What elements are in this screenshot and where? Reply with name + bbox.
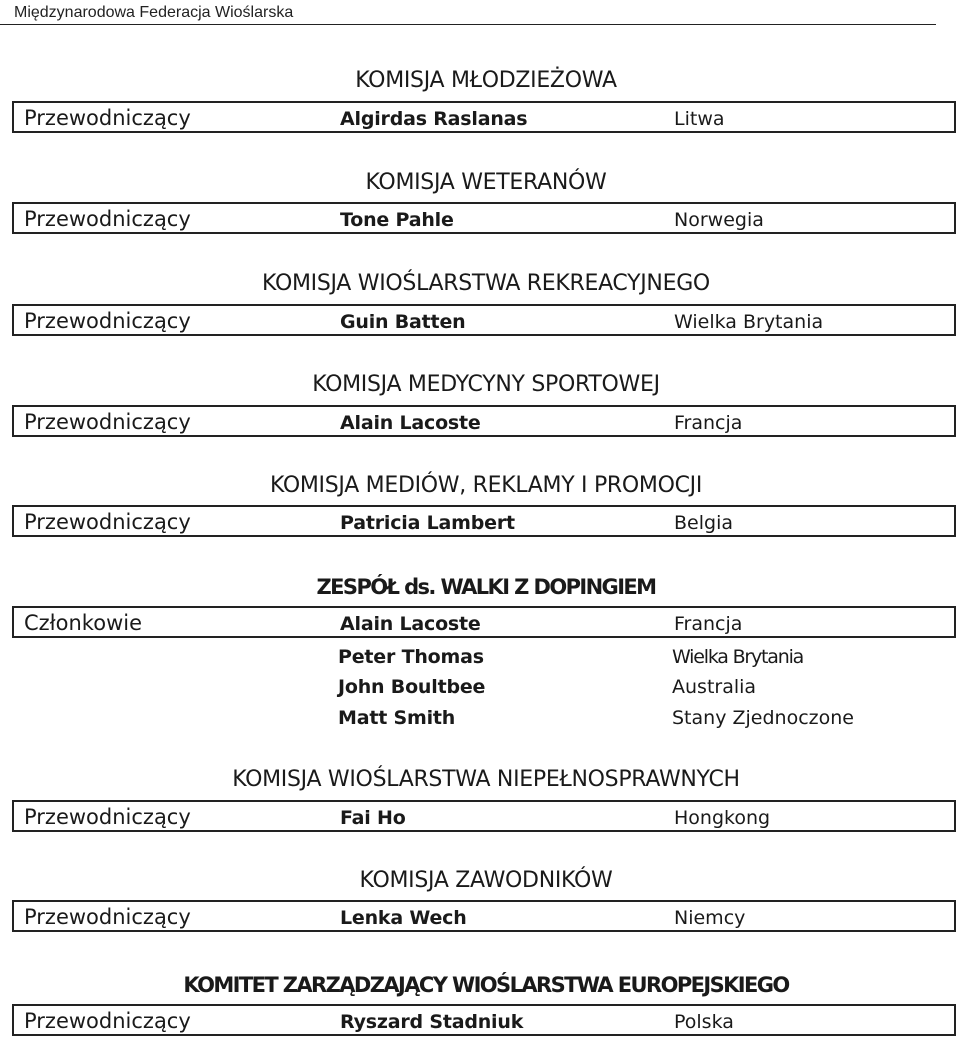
section-row-adaptive xyxy=(12,800,956,832)
section-title-anti-doping: ZESPÓŁ ds. WALKI Z DOPINGIEM xyxy=(316,575,656,599)
member-name: Ryszard Stadniuk xyxy=(340,1011,524,1033)
section-row-anti-doping xyxy=(12,606,956,638)
section-title-youth: KOMISJA MŁODZIEŻOWA xyxy=(355,68,617,93)
member-country: Stany Zjednoczone xyxy=(672,707,854,729)
member-country: Wielka Brytania xyxy=(674,311,824,333)
member-name: Lenka Wech xyxy=(340,907,467,929)
member-country: Francja xyxy=(674,613,743,635)
member-country: Belgia xyxy=(674,512,733,534)
role-label: Przewodniczący xyxy=(24,510,191,534)
member-name: Guin Batten xyxy=(340,311,466,333)
header-rule xyxy=(0,24,936,25)
role-label: Przewodniczący xyxy=(24,1009,191,1033)
section-title-veterans: KOMISJA WETERANÓW xyxy=(365,170,607,195)
member-country: Wielka Brytania xyxy=(672,646,804,668)
member-country: Polska xyxy=(674,1011,734,1033)
member-name: John Boultbee xyxy=(338,676,486,698)
section-row-veterans xyxy=(12,202,956,234)
member-name: Peter Thomas xyxy=(338,646,484,668)
member-name: Algirdas Raslanas xyxy=(340,108,528,130)
section-title-european-board: KOMITET ZARZĄDZAJĄCY WIOŚLARSTWA EUROPEJSKIEGO xyxy=(183,973,789,997)
member-name: Tone Pahle xyxy=(340,209,454,231)
section-title-sports-medicine: KOMISJA MEDYCYNY SPORTOWEJ xyxy=(312,372,660,397)
section-title-athletes: KOMISJA ZAWODNIKÓW xyxy=(359,868,613,893)
section-row-recreational xyxy=(12,304,956,336)
section-row-european-board xyxy=(12,1004,956,1036)
section-row-media xyxy=(12,505,956,537)
member-country: Litwa xyxy=(674,108,725,130)
member-country: Francja xyxy=(674,412,743,434)
member-row xyxy=(12,705,956,735)
role-label: Przewodniczący xyxy=(24,207,191,231)
member-country: Australia xyxy=(672,676,757,698)
member-row xyxy=(12,644,956,674)
header-title: Międzynarodowa Federacja Wioślarska xyxy=(14,4,294,21)
member-country: Hongkong xyxy=(674,807,771,829)
section-row-sports-medicine xyxy=(12,405,956,437)
member-name: Alain Lacoste xyxy=(340,613,481,635)
member-country: Niemcy xyxy=(674,907,746,929)
page-header xyxy=(0,0,960,26)
role-label: Przewodniczący xyxy=(24,905,191,929)
role-label: Przewodniczący xyxy=(24,309,191,333)
member-name: Alain Lacoste xyxy=(340,412,481,434)
role-label: Przewodniczący xyxy=(24,805,191,829)
section-title-media: KOMISJA MEDIÓW, REKLAMY I PROMOCJI xyxy=(269,473,703,498)
role-label: Członkowie xyxy=(24,611,143,635)
member-row xyxy=(12,674,956,704)
section-title-recreational: KOMISJA WIOŚLARSTWA REKREACYJNEGO xyxy=(262,271,710,296)
role-label: Przewodniczący xyxy=(24,410,191,434)
member-name: Fai Ho xyxy=(340,807,406,829)
role-label: Przewodniczący xyxy=(24,106,191,130)
member-name: Matt Smith xyxy=(338,707,456,729)
section-title-adaptive: KOMISJA WIOŚLARSTWA NIEPEŁNOSPRAWNYCH xyxy=(232,767,740,792)
section-row-youth xyxy=(12,101,956,133)
member-country: Norwegia xyxy=(674,209,764,231)
member-name: Patricia Lambert xyxy=(340,512,515,534)
section-row-athletes xyxy=(12,900,956,932)
